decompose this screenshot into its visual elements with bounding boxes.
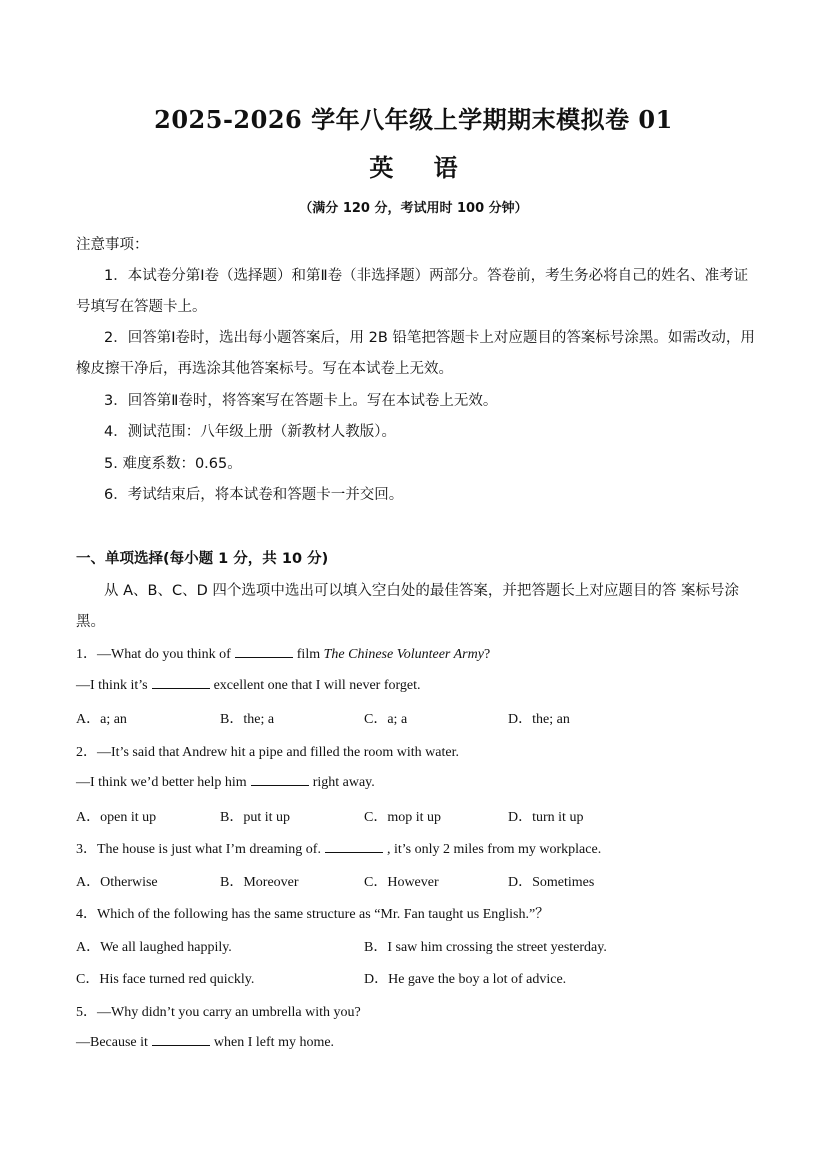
- q3-option-a[interactable]: A．Otherwise: [76, 875, 158, 890]
- question-5-reply: [76, 1033, 334, 1051]
- q3-option-b[interactable]: B．Moreover: [220, 875, 299, 890]
- note-1-line-2: 号填写在答题卡上。: [76, 299, 207, 315]
- q1-option-c[interactable]: C．a; a: [364, 712, 408, 727]
- question-1-reply: [76, 676, 421, 694]
- q1-option-b[interactable]: B．the; a: [220, 712, 275, 727]
- note-3: 3．回答第Ⅱ卷时，将答案写在答题卡上。写在本试卷上无效。: [104, 393, 498, 409]
- q3-option-c[interactable]: C．However: [364, 875, 439, 890]
- q3-text-pre: 3．The house is just what I’m dreaming of.: [76, 842, 321, 857]
- q4-option-d[interactable]: D．He gave the boy a lot of advice.: [364, 972, 567, 987]
- q2-option-d[interactable]: D．turn it up: [508, 810, 584, 825]
- exam-title: 2025-2026 学年八年级上学期期末模拟卷 01: [154, 105, 673, 134]
- answer-blank: [235, 645, 293, 658]
- note-2-line-2: 橡皮擦干净后，再选涂其他答案标号。写在本试卷上无效。: [76, 361, 453, 377]
- note-2-line-1: 2．回答第Ⅰ卷时，选出每小题答案后，用 2B 铅笔把答题卡上对应题目的答案标号涂黑。如需改动，用: [104, 330, 755, 346]
- q2-reply-pre: —I think we’d better help him: [76, 775, 247, 790]
- q1-option-a[interactable]: A．a; an: [76, 712, 127, 727]
- q4-option-b[interactable]: B．I saw him crossing the street yesterday.: [364, 940, 607, 955]
- question-1-stem: [76, 643, 490, 663]
- note-5: 5. 难度系数：0.65。: [104, 456, 242, 472]
- note-1-line-1: 1．本试卷分第Ⅰ卷（选择题）和第Ⅱ卷（非选择题）两部分。答卷前，考生务必将自己的姓名、准考证: [104, 268, 749, 284]
- q2-option-b[interactable]: B．put it up: [220, 810, 291, 825]
- question-4-stem: 4．Which of the following has the same structure as “Mr. Fan taught us English.”？: [76, 907, 550, 922]
- q3-option-d[interactable]: D．Sometimes: [508, 875, 595, 890]
- q4-option-c[interactable]: C．His face turned red quickly.: [76, 972, 255, 987]
- q1-reply-pre: —I think it’s: [76, 678, 148, 693]
- question-2-stem: 2．—It’s said that Andrew hit a pipe and filled the room with water.: [76, 745, 459, 760]
- section-1-heading: 一、单项选择(每小题 1 分，共 10 分): [76, 551, 329, 567]
- q5-reply-pre: —Because it: [76, 1035, 148, 1050]
- score-info: （满分 120 分，考试用时 100 分钟）: [299, 201, 528, 216]
- q1-text-post: film: [296, 647, 321, 662]
- q2-option-c[interactable]: C．mop it up: [364, 810, 442, 825]
- q1-text-end: ?: [483, 647, 491, 662]
- note-6: 6．考试结束后，将本试卷和答题卡一并交回。: [104, 487, 404, 503]
- subject-title: 英 语: [369, 153, 474, 182]
- q1-film-title: The Chinese Volunteer Army: [323, 647, 484, 662]
- section-1-instruction-line-2: 黑。: [76, 614, 105, 630]
- q1-reply-post: excellent one that I will never forget.: [213, 678, 421, 693]
- section-1-instruction-line-1: 从 A、B、C、D 四个选项中选出可以填入空白处的最佳答案，并把答题长上对应题目的答 案标号涂: [104, 583, 739, 599]
- note-4: 4．测试范围：八年级上册（新教材人教版）。: [104, 424, 396, 440]
- notes-heading: 注意事项：: [76, 237, 149, 253]
- answer-blank: [152, 1033, 210, 1046]
- q5-reply-post: when I left my home.: [213, 1035, 335, 1050]
- q1-text-pre: 1．—What do you think of: [76, 647, 231, 662]
- answer-blank: [251, 773, 309, 786]
- q4-option-a[interactable]: A．We all laughed happily.: [76, 940, 232, 955]
- answer-blank: [152, 676, 210, 689]
- q2-reply-post: right away.: [312, 775, 375, 790]
- q1-option-d[interactable]: D．the; an: [508, 712, 570, 727]
- q3-text-post: , it’s only 2 miles from my workplace.: [386, 842, 602, 857]
- q2-option-a[interactable]: A．open it up: [76, 810, 157, 825]
- answer-blank: [325, 840, 383, 853]
- question-2-reply: [76, 773, 375, 791]
- question-3-stem: [76, 838, 601, 858]
- question-5-stem: 5．—Why didn’t you carry an umbrella with you?: [76, 1005, 361, 1020]
